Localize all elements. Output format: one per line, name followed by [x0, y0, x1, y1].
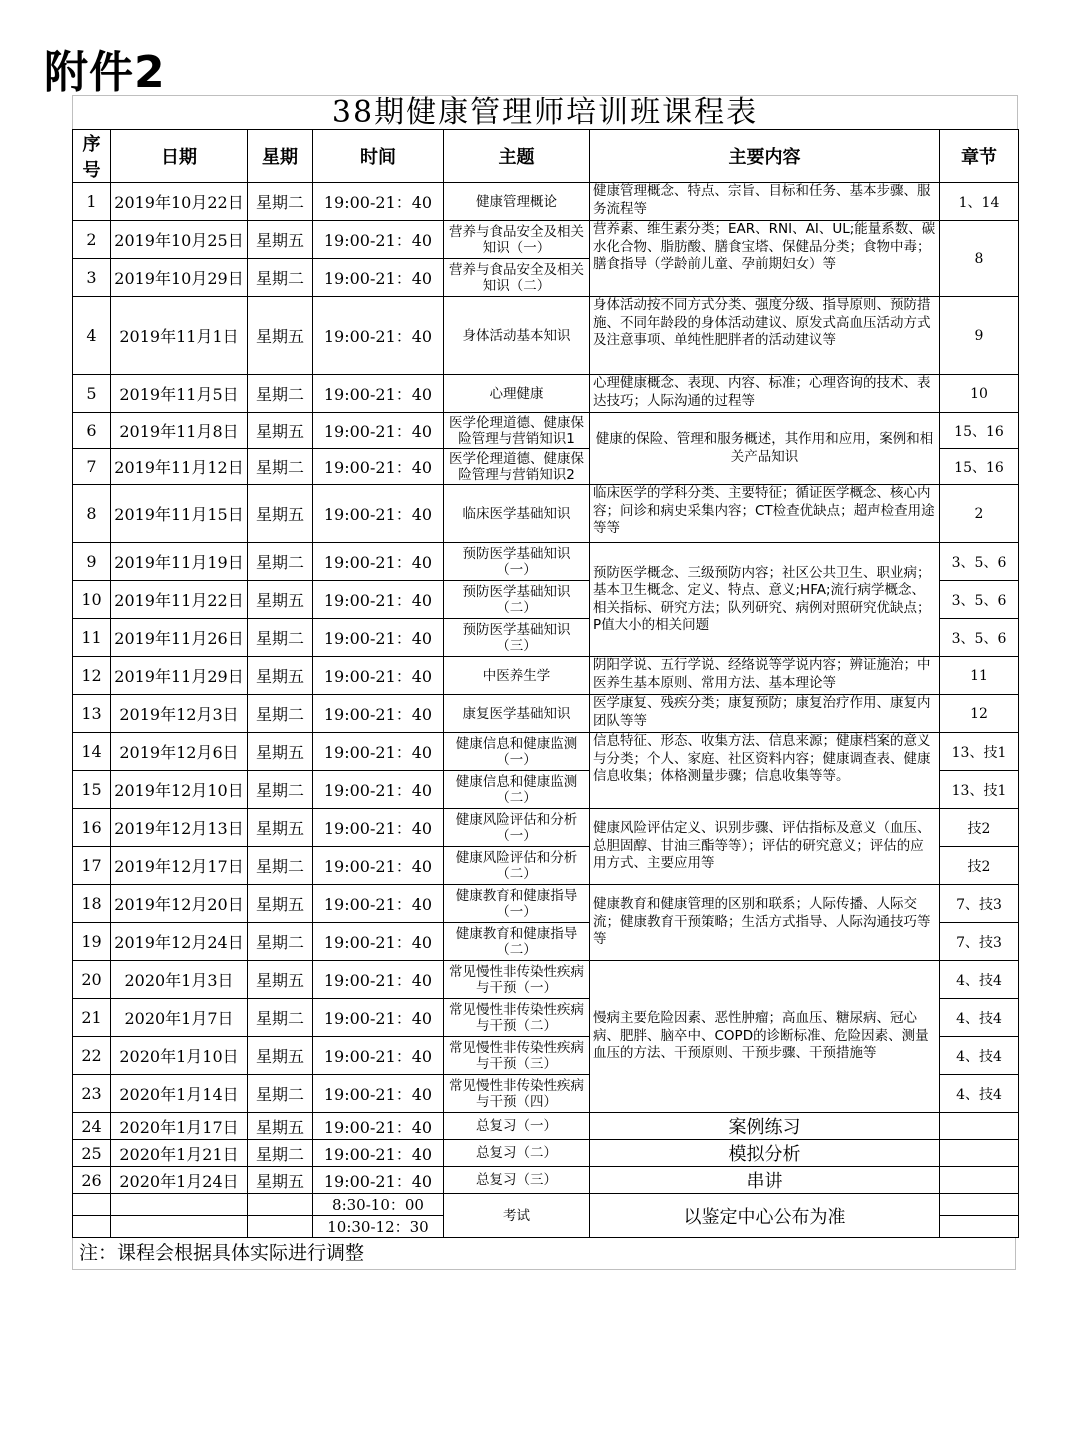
row-no: 2	[73, 221, 111, 259]
row-weekday: 星期五	[248, 1113, 313, 1140]
row-time: 19:00-21：40	[313, 619, 444, 657]
row-no: 9	[73, 543, 111, 581]
row-topic: 中医养生学	[444, 657, 590, 695]
table-row	[73, 543, 1019, 581]
row-content: 预防医学概念、三级预防内容；社区公共卫生、职业病；基本卫生概念、定义、特点、意义;HFA;流行病学概念、相关指标、研究方法；队列研究、病例对照研究优缺点；P值大小的相关问题	[590, 543, 940, 657]
row-weekday: 星期二	[248, 543, 313, 581]
row-no: 5	[73, 375, 111, 413]
row-no: 22	[73, 1037, 111, 1075]
row-no: 4	[73, 297, 111, 375]
row-no: 21	[73, 999, 111, 1037]
row-weekday: 星期五	[248, 1037, 313, 1075]
row-chapter	[940, 1140, 1019, 1167]
row-topic: 常见慢性非传染性疾病与干预（四）	[444, 1075, 590, 1113]
row-topic: 临床医学基础知识	[444, 485, 590, 543]
exam-chapter-cell	[940, 1194, 1019, 1216]
row-chapter: 7、技3	[940, 923, 1019, 961]
row-no: 24	[73, 1113, 111, 1140]
row-date: 2020年1月10日	[111, 1037, 248, 1075]
row-chapter: 10	[940, 375, 1019, 413]
row-content: 健康教育和健康管理的区别和联系；人际传播、人际交流；健康教育干预策略；生活方式指导、人际沟通技巧等等	[590, 885, 940, 961]
row-topic: 营养与食品安全及相关知识（二）	[444, 259, 590, 297]
row-topic: 常见慢性非传染性疾病与干预（一）	[444, 961, 590, 999]
header-chapter: 章节	[940, 130, 1019, 183]
row-no: 23	[73, 1075, 111, 1113]
row-no: 7	[73, 449, 111, 485]
row-topic: 医学伦理道德、健康保险管理与营销知识2	[444, 449, 590, 485]
row-topic: 常见慢性非传染性疾病与干预（三）	[444, 1037, 590, 1075]
table-row	[73, 809, 1019, 847]
row-no: 3	[73, 259, 111, 297]
row-date: 2019年11月8日	[111, 413, 248, 449]
row-time: 19:00-21：40	[313, 375, 444, 413]
row-weekday: 星期二	[248, 375, 313, 413]
row-chapter: 15、16	[940, 449, 1019, 485]
row-weekday: 星期二	[248, 923, 313, 961]
exam-chapter-cell	[940, 1216, 1019, 1238]
row-time: 19:00-21：40	[313, 999, 444, 1037]
row-chapter: 1、14	[940, 183, 1019, 221]
row-time: 19:00-21：40	[313, 259, 444, 297]
table-row	[73, 375, 1019, 413]
row-weekday: 星期二	[248, 847, 313, 885]
row-weekday: 星期五	[248, 1167, 313, 1194]
row-topic: 营养与食品安全及相关知识（一）	[444, 221, 590, 259]
row-topic: 常见慢性非传染性疾病与干预（二）	[444, 999, 590, 1037]
row-date: 2020年1月3日	[111, 961, 248, 999]
row-topic: 医学伦理道德、健康保险管理与营销知识1	[444, 413, 590, 449]
row-chapter: 7、技3	[940, 885, 1019, 923]
header-row	[73, 130, 1019, 183]
table-row	[73, 413, 1019, 449]
row-time: 19:00-21：40	[313, 695, 444, 733]
table-row	[73, 657, 1019, 695]
row-topic: 健康管理概论	[444, 183, 590, 221]
row-time: 19:00-21：40	[313, 923, 444, 961]
row-date: 2019年11月19日	[111, 543, 248, 581]
row-topic: 健康教育和健康指导（一）	[444, 885, 590, 923]
row-date: 2019年10月29日	[111, 259, 248, 297]
row-weekday: 星期二	[248, 259, 313, 297]
row-no: 1	[73, 183, 111, 221]
row-time: 19:00-21：40	[313, 1167, 444, 1194]
row-time: 19:00-21：40	[313, 657, 444, 695]
row-no: 10	[73, 581, 111, 619]
row-no: 12	[73, 657, 111, 695]
row-time: 19:00-21：40	[313, 581, 444, 619]
row-weekday: 星期二	[248, 771, 313, 809]
exam-no-cell	[73, 1194, 111, 1216]
row-time: 19:00-21：40	[313, 885, 444, 923]
row-weekday: 星期五	[248, 581, 313, 619]
row-date: 2020年1月7日	[111, 999, 248, 1037]
row-content: 阴阳学说、五行学说、经络说等学说内容；辨证施治；中医养生基本原则、常用方法、基本理论等	[590, 657, 940, 695]
row-content: 医学康复、残疾分类；康复预防；康复治疗作用、康复内团队等等	[590, 695, 940, 733]
row-date: 2019年12月3日	[111, 695, 248, 733]
table-title: 38期健康管理师培训班课程表	[72, 95, 1018, 129]
row-chapter: 12	[940, 695, 1019, 733]
row-time: 19:00-21：40	[313, 809, 444, 847]
row-no: 13	[73, 695, 111, 733]
table-row	[73, 485, 1019, 543]
row-time: 19:00-21：40	[313, 847, 444, 885]
row-chapter: 3、5、6	[940, 543, 1019, 581]
row-chapter: 11	[940, 657, 1019, 695]
row-no: 16	[73, 809, 111, 847]
exam-date-cell	[111, 1194, 248, 1216]
row-date: 2019年10月25日	[111, 221, 248, 259]
row-time: 19:00-21：40	[313, 1113, 444, 1140]
row-content: 信息特征、形态、收集方法、信息来源；健康档案的意义与分类；个人、家庭、社区资料内容；健康调查表、健康信息收集；体格测量步骤；信息收集等等。	[590, 733, 940, 809]
exam-topic: 考试	[444, 1194, 590, 1238]
row-chapter: 2	[940, 485, 1019, 543]
row-weekday: 星期二	[248, 1140, 313, 1167]
row-date: 2019年11月12日	[111, 449, 248, 485]
row-date: 2019年11月1日	[111, 297, 248, 375]
table-row	[73, 961, 1019, 999]
row-time: 19:00-21：40	[313, 1037, 444, 1075]
row-weekday: 星期五	[248, 809, 313, 847]
row-date: 2019年12月6日	[111, 733, 248, 771]
row-date: 2019年11月15日	[111, 485, 248, 543]
table-row	[73, 297, 1019, 375]
table-row	[73, 1167, 1019, 1194]
row-time: 19:00-21：40	[313, 221, 444, 259]
row-chapter	[940, 1113, 1019, 1140]
row-time: 19:00-21：40	[313, 961, 444, 999]
row-time: 19:00-21：40	[313, 1075, 444, 1113]
row-content: 慢病主要危险因素、恶性肿瘤；高血压、糖尿病、冠心病、肥胖、脑卒中、COPD的诊断标准、危险因素、测量血压的方法、干预原则、干预步骤、干预措施等	[590, 961, 940, 1113]
row-chapter	[940, 1167, 1019, 1194]
row-content: 案例练习	[590, 1113, 940, 1140]
table-row	[73, 695, 1019, 733]
row-date: 2019年12月20日	[111, 885, 248, 923]
exam-content: 以鉴定中心公布为准	[590, 1194, 940, 1238]
row-date: 2019年12月24日	[111, 923, 248, 961]
row-weekday: 星期五	[248, 413, 313, 449]
row-time: 19:00-21：40	[313, 771, 444, 809]
row-time: 19:00-21：40	[313, 297, 444, 375]
header-date: 日期	[111, 130, 248, 183]
row-topic: 总复习（一）	[444, 1113, 590, 1140]
row-weekday: 星期二	[248, 999, 313, 1037]
exam-row	[73, 1194, 1019, 1216]
row-content: 身体活动按不同方式分类、强度分级、指导原则、预防措施、不同年龄段的身体活动建议、原发式高血压活动方式及注意事项、单纯性肥胖者的活动建议等	[590, 297, 940, 375]
row-date: 2020年1月17日	[111, 1113, 248, 1140]
row-weekday: 星期五	[248, 485, 313, 543]
exam-weekday-cell	[248, 1194, 313, 1216]
row-chapter: 13、技1	[940, 771, 1019, 809]
row-content: 临床医学的学科分类、主要特征；循证医学概念、核心内容；问诊和病史采集内容；CT检查优缺点；超声检查用途等等	[590, 485, 940, 543]
exam-time-1: 8:30-10：00	[313, 1194, 444, 1216]
row-content: 健康的保险、管理和服务概述，其作用和应用，案例和相关产品知识	[590, 413, 940, 485]
row-weekday: 星期五	[248, 657, 313, 695]
row-chapter: 9	[940, 297, 1019, 375]
row-weekday: 星期二	[248, 1075, 313, 1113]
table-row	[73, 221, 1019, 259]
row-time: 19:00-21：40	[313, 183, 444, 221]
row-date: 2020年1月14日	[111, 1075, 248, 1113]
row-topic: 康复医学基础知识	[444, 695, 590, 733]
row-topic: 健康教育和健康指导（二）	[444, 923, 590, 961]
header-time: 时间	[313, 130, 444, 183]
row-date: 2019年12月17日	[111, 847, 248, 885]
row-weekday: 星期二	[248, 449, 313, 485]
header-no: 序号	[73, 130, 111, 183]
row-time: 19:00-21：40	[313, 733, 444, 771]
row-time: 19:00-21：40	[313, 413, 444, 449]
table-row	[73, 183, 1019, 221]
row-date: 2020年1月24日	[111, 1167, 248, 1194]
row-time: 19:00-21：40	[313, 449, 444, 485]
row-no: 11	[73, 619, 111, 657]
row-no: 8	[73, 485, 111, 543]
row-content: 心理健康概念、表现、内容、标准；心理咨询的技术、表达技巧；人际沟通的过程等	[590, 375, 940, 413]
row-no: 14	[73, 733, 111, 771]
row-content: 模拟分析	[590, 1140, 940, 1167]
row-weekday: 星期五	[248, 733, 313, 771]
row-date: 2019年10月22日	[111, 183, 248, 221]
row-weekday: 星期五	[248, 961, 313, 999]
row-weekday: 星期五	[248, 885, 313, 923]
row-no: 18	[73, 885, 111, 923]
row-chapter: 15、16	[940, 413, 1019, 449]
exam-no-cell	[73, 1216, 111, 1238]
exam-date-cell	[111, 1216, 248, 1238]
row-no: 6	[73, 413, 111, 449]
row-weekday: 星期二	[248, 619, 313, 657]
row-chapter: 4、技4	[940, 1037, 1019, 1075]
row-weekday: 星期二	[248, 183, 313, 221]
row-chapter: 技2	[940, 847, 1019, 885]
row-weekday: 星期五	[248, 297, 313, 375]
header-topic: 主题	[444, 130, 590, 183]
row-chapter: 8	[940, 221, 1019, 297]
row-date: 2020年1月21日	[111, 1140, 248, 1167]
row-topic: 总复习（二）	[444, 1140, 590, 1167]
row-topic: 身体活动基本知识	[444, 297, 590, 375]
row-chapter: 3、5、6	[940, 619, 1019, 657]
row-chapter: 技2	[940, 809, 1019, 847]
row-chapter: 4、技4	[940, 999, 1019, 1037]
row-no: 17	[73, 847, 111, 885]
row-content: 营养素、维生素分类；EAR、RNI、AI、UL;能量系数、碳水化合物、脂肪酸、膳食宝塔、保健品分类；食物中毒；膳食指导（学龄前儿童、孕前期妇女）等	[590, 221, 940, 297]
row-date: 2019年11月5日	[111, 375, 248, 413]
row-topic: 预防医学基础知识（一）	[444, 543, 590, 581]
exam-time-2: 10:30-12：30	[313, 1216, 444, 1238]
row-no: 15	[73, 771, 111, 809]
row-topic: 健康信息和健康监测（一）	[444, 733, 590, 771]
row-chapter: 4、技4	[940, 1075, 1019, 1113]
table-row	[73, 1140, 1019, 1167]
row-date: 2019年12月10日	[111, 771, 248, 809]
schedule-table	[72, 129, 1019, 1238]
row-no: 26	[73, 1167, 111, 1194]
table-row	[73, 1113, 1019, 1140]
row-topic: 预防医学基础知识（二）	[444, 581, 590, 619]
row-content: 健康风险评估定义、识别步骤、评估指标及意义（血压、总胆固醇、甘油三酯等等）；评估的研究意义；评估的应用方式、主要应用等	[590, 809, 940, 885]
exam-weekday-cell	[248, 1216, 313, 1238]
row-date: 2019年11月26日	[111, 619, 248, 657]
row-time: 19:00-21：40	[313, 485, 444, 543]
row-time: 19:00-21：40	[313, 1140, 444, 1167]
row-chapter: 13、技1	[940, 733, 1019, 771]
table-row	[73, 733, 1019, 771]
footnote: 注：课程会根据具体实际进行调整	[72, 1238, 1016, 1270]
row-chapter: 3、5、6	[940, 581, 1019, 619]
row-topic: 预防医学基础知识（三）	[444, 619, 590, 657]
row-topic: 健康风险评估和分析（一）	[444, 809, 590, 847]
row-weekday: 星期二	[248, 695, 313, 733]
row-content: 串讲	[590, 1167, 940, 1194]
row-date: 2019年11月22日	[111, 581, 248, 619]
attachment-label: 附件2	[44, 47, 166, 98]
row-no: 25	[73, 1140, 111, 1167]
header-weekday: 星期	[248, 130, 313, 183]
row-topic: 心理健康	[444, 375, 590, 413]
row-no: 20	[73, 961, 111, 999]
row-chapter: 4、技4	[940, 961, 1019, 999]
row-date: 2019年11月29日	[111, 657, 248, 695]
header-content: 主要内容	[590, 130, 940, 183]
row-weekday: 星期五	[248, 221, 313, 259]
row-topic: 总复习（三）	[444, 1167, 590, 1194]
row-date: 2019年12月13日	[111, 809, 248, 847]
row-topic: 健康信息和健康监测（二）	[444, 771, 590, 809]
row-no: 19	[73, 923, 111, 961]
schedule-sheet	[72, 95, 1018, 1270]
row-topic: 健康风险评估和分析（二）	[444, 847, 590, 885]
row-content: 健康管理概念、特点、宗旨、目标和任务、基本步骤、服务流程等	[590, 183, 940, 221]
table-row	[73, 885, 1019, 923]
row-time: 19:00-21：40	[313, 543, 444, 581]
